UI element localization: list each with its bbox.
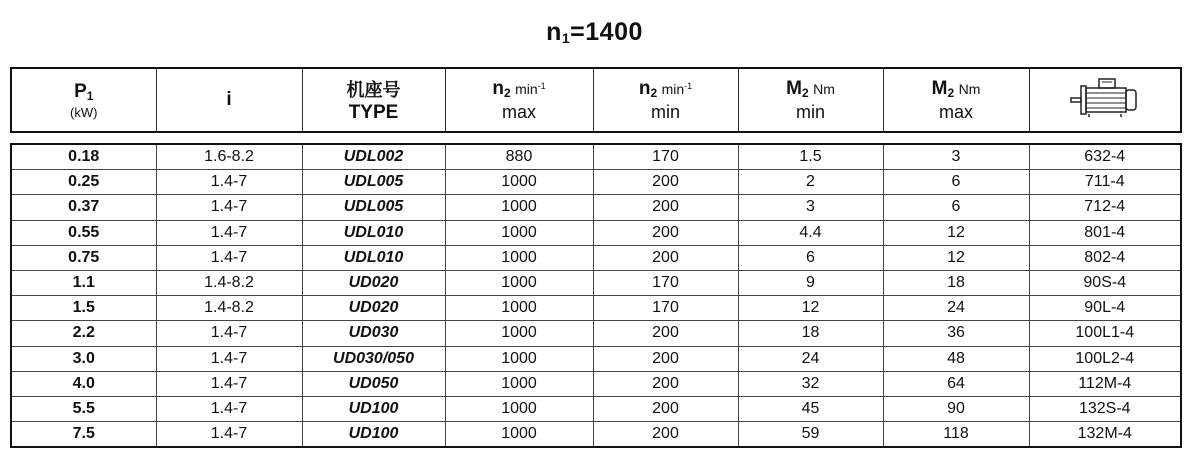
cell-type: UD020	[302, 270, 445, 295]
cell-m2min: 45	[738, 396, 883, 421]
cell-m2max: 48	[883, 346, 1029, 371]
table-row	[11, 321, 1181, 346]
table-row	[11, 195, 1181, 220]
cell-m2max: 12	[883, 220, 1029, 245]
cell-n2min: 200	[593, 195, 738, 220]
cell-power: 0.75	[11, 245, 156, 270]
cell-n2min: 200	[593, 170, 738, 195]
cell-n2min: 170	[593, 296, 738, 321]
cell-n2max: 1000	[445, 422, 593, 448]
cell-m2min: 59	[738, 422, 883, 448]
table-row	[11, 220, 1181, 245]
cell-motor: 112M-4	[1029, 371, 1181, 396]
table-row	[11, 396, 1181, 421]
cell-ratio: 1.4-7	[156, 220, 302, 245]
header-type: 机座号 TYPE	[302, 68, 445, 132]
cell-motor: 801-4	[1029, 220, 1181, 245]
cell-n2min: 200	[593, 396, 738, 421]
cell-m2min: 9	[738, 270, 883, 295]
cell-type: UDL010	[302, 245, 445, 270]
cell-motor: 90S-4	[1029, 270, 1181, 295]
cell-ratio: 1.4-7	[156, 245, 302, 270]
cell-m2min: 3	[738, 195, 883, 220]
cell-n2max: 1000	[445, 170, 593, 195]
cell-ratio: 1.4-8.2	[156, 296, 302, 321]
cell-n2max: 1000	[445, 220, 593, 245]
table-row	[11, 270, 1181, 295]
cell-power: 1.1	[11, 270, 156, 295]
cell-type: UDL002	[302, 144, 445, 170]
table-row	[11, 245, 1181, 270]
cell-ratio: 1.4-8.2	[156, 270, 302, 295]
cell-m2max: 18	[883, 270, 1029, 295]
cell-n2max: 1000	[445, 321, 593, 346]
cell-n2min: 200	[593, 346, 738, 371]
cell-n2max: 1000	[445, 396, 593, 421]
cell-m2max: 6	[883, 195, 1029, 220]
header-n2-max: $n_2$ $\min^{-1}$ max	[445, 68, 593, 132]
cell-power: 4.0	[11, 371, 156, 396]
cell-power: 5.5	[11, 396, 156, 421]
cell-type: UD050	[302, 371, 445, 396]
cell-motor: 100L2-4	[1029, 346, 1181, 371]
page-title: $n_1=1400$	[546, 18, 643, 46]
header-m2-min: $M_2$ Nm min	[738, 68, 883, 132]
cell-ratio: 1.4-7	[156, 422, 302, 448]
clipped-previous-content	[0, 0, 1189, 4]
cell-m2min: 6	[738, 245, 883, 270]
cell-n2max: 1000	[445, 296, 593, 321]
cell-ratio: 1.4-7	[156, 396, 302, 421]
table-row	[11, 144, 1181, 170]
cell-m2min: 32	[738, 371, 883, 396]
cell-n2max: 1000	[445, 371, 593, 396]
cell-type: UD030	[302, 321, 445, 346]
cell-m2max: 90	[883, 396, 1029, 421]
data-table	[10, 143, 1182, 448]
motor-icon	[1069, 76, 1141, 120]
cell-motor: 132S-4	[1029, 396, 1181, 421]
table-row	[11, 371, 1181, 396]
cell-type: UD020	[302, 296, 445, 321]
header-m2-max: $M_2$ Nm max	[883, 68, 1029, 132]
cell-power: 7.5	[11, 422, 156, 448]
cell-motor: 802-4	[1029, 245, 1181, 270]
table-header	[10, 67, 1182, 133]
cell-ratio: 1.4-7	[156, 321, 302, 346]
cell-motor: 711-4	[1029, 170, 1181, 195]
cell-type: UDL005	[302, 195, 445, 220]
cell-n2min: 200	[593, 321, 738, 346]
cell-n2max: 880	[445, 144, 593, 170]
cell-m2min: 24	[738, 346, 883, 371]
cell-power: 0.18	[68, 148, 100, 166]
cell-n2max: 1000	[445, 270, 593, 295]
cell-power: 3.0	[11, 346, 156, 371]
cell-m2min: 1.5	[738, 144, 883, 170]
cell-m2max: 118	[883, 422, 1029, 448]
cell-n2min: 200	[593, 371, 738, 396]
table-row	[11, 346, 1181, 371]
cell-type: UD100	[302, 396, 445, 421]
header-ratio: i	[156, 68, 302, 132]
cell-m2max: 64	[883, 371, 1029, 396]
cell-n2min: 200	[593, 422, 738, 448]
cell-m2min: 4.4	[738, 220, 883, 245]
cell-ratio: 1.4-7	[156, 371, 302, 396]
cell-type: UD030/050	[302, 346, 445, 371]
cell-n2min: 170	[593, 144, 738, 170]
cell-m2min: 18	[738, 321, 883, 346]
cell-power: 0.37	[11, 195, 156, 220]
header-n2-min: $n_2$ $\min^{-1}$ min	[593, 68, 738, 132]
cell-motor: 100L1-4	[1029, 321, 1181, 346]
cell-m2max: 3	[883, 144, 1029, 170]
cell-n2min: 200	[593, 220, 738, 245]
header-motor	[1029, 68, 1181, 132]
table-row	[11, 170, 1181, 195]
table-row	[11, 422, 1181, 448]
cell-ratio: 1.4-7	[156, 346, 302, 371]
cell-power: 1.5	[11, 296, 156, 321]
cell-type: UDL005	[302, 170, 445, 195]
cell-m2min: 2	[738, 170, 883, 195]
cell-type: UD100	[302, 422, 445, 448]
cell-m2min: 12	[738, 296, 883, 321]
cell-m2max: 12	[883, 245, 1029, 270]
cell-motor: 712-4	[1029, 195, 1181, 220]
cell-n2max: 1000	[445, 245, 593, 270]
cell-m2max: 24	[883, 296, 1029, 321]
cell-motor: 132M-4	[1029, 422, 1181, 448]
cell-n2max: 1000	[445, 346, 593, 371]
cell-power: 2.2	[11, 321, 156, 346]
cell-ratio: 1.6-8.2	[156, 144, 302, 170]
cell-motor: 90L-4	[1029, 296, 1181, 321]
cell-n2min: 170	[593, 270, 738, 295]
cell-type: UDL010	[302, 220, 445, 245]
cell-power: 0.55	[11, 220, 156, 245]
cell-motor: 632-4	[1029, 144, 1181, 170]
header-power: $P_1$ (kW)	[70, 80, 98, 120]
cell-m2max: 6	[883, 170, 1029, 195]
cell-m2max: 36	[883, 321, 1029, 346]
cell-ratio: 1.4-7	[156, 195, 302, 220]
cell-power: 0.25	[11, 170, 156, 195]
cell-ratio: 1.4-7	[156, 170, 302, 195]
table-row	[11, 296, 1181, 321]
cell-n2min: 200	[593, 245, 738, 270]
cell-n2max: 1000	[445, 195, 593, 220]
